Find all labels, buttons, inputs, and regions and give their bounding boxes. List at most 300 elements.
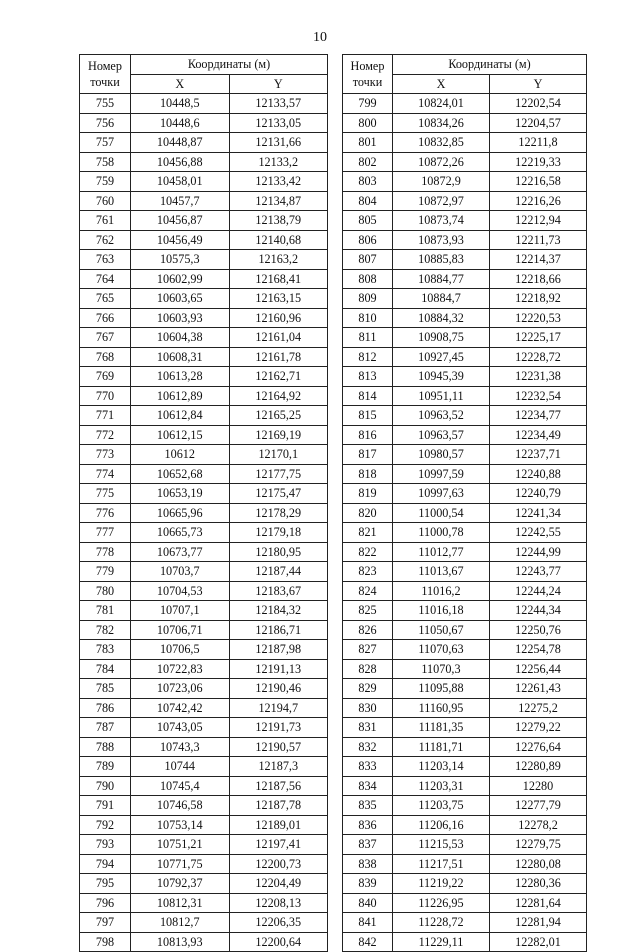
x-coordinate-cell: 11050,67 [393, 620, 490, 640]
x-coordinate-cell: 10653,19 [131, 484, 230, 504]
table-row [343, 679, 587, 699]
x-coordinate-cell: 11215,53 [393, 835, 490, 855]
y-coordinate-cell: 12179,18 [229, 523, 328, 543]
table-row [343, 698, 587, 718]
table-row [80, 230, 328, 250]
point-number-cell: 829 [343, 679, 393, 699]
point-number-cell: 759 [80, 172, 131, 192]
point-number-cell: 822 [343, 542, 393, 562]
table-row [343, 757, 587, 777]
point-number-cell: 811 [343, 328, 393, 348]
header-x: X [393, 74, 490, 94]
y-coordinate-cell: 12160,96 [229, 308, 328, 328]
table-row [80, 874, 328, 894]
point-number-cell: 785 [80, 679, 131, 699]
y-coordinate-cell: 12133,42 [229, 172, 328, 192]
x-coordinate-cell: 10673,77 [131, 542, 230, 562]
y-coordinate-cell: 12275,2 [490, 698, 587, 718]
table-row [343, 815, 587, 835]
point-number-cell: 841 [343, 913, 393, 933]
point-number-cell: 792 [80, 815, 131, 835]
x-coordinate-cell: 10771,75 [131, 854, 230, 874]
x-coordinate-cell: 10872,9 [393, 172, 490, 192]
table-row [80, 425, 328, 445]
header-point-number-line2: точки [90, 75, 120, 89]
table-row [80, 133, 328, 153]
table-row [343, 328, 587, 348]
y-coordinate-cell: 12218,92 [490, 289, 587, 309]
point-number-cell: 782 [80, 620, 131, 640]
x-coordinate-cell: 10743,3 [131, 737, 230, 757]
y-coordinate-cell: 12161,04 [229, 328, 328, 348]
point-number-cell: 756 [80, 113, 131, 133]
table-row [80, 328, 328, 348]
x-coordinate-cell: 10751,21 [131, 835, 230, 855]
point-number-cell: 800 [343, 113, 393, 133]
point-number-cell: 773 [80, 445, 131, 465]
point-number-cell: 813 [343, 367, 393, 387]
y-coordinate-cell: 12240,88 [490, 464, 587, 484]
x-coordinate-cell: 10927,45 [393, 347, 490, 367]
point-number-cell: 808 [343, 269, 393, 289]
table-row [80, 406, 328, 426]
table-row [80, 737, 328, 757]
table-row [80, 835, 328, 855]
y-coordinate-cell: 12140,68 [229, 230, 328, 250]
header-y: Y [229, 74, 328, 94]
x-coordinate-cell: 10458,01 [131, 172, 230, 192]
y-coordinate-cell: 12211,73 [490, 230, 587, 250]
point-number-cell: 806 [343, 230, 393, 250]
y-coordinate-cell: 12200,64 [229, 932, 328, 952]
y-coordinate-cell: 12277,79 [490, 796, 587, 816]
table-row [80, 289, 328, 309]
y-coordinate-cell: 12134,87 [229, 191, 328, 211]
table-row [343, 386, 587, 406]
table-row [343, 152, 587, 172]
y-coordinate-cell: 12131,66 [229, 133, 328, 153]
table-row [80, 718, 328, 738]
x-coordinate-cell: 10997,59 [393, 464, 490, 484]
x-coordinate-cell: 10824,01 [393, 94, 490, 114]
table-row [343, 913, 587, 933]
x-coordinate-cell: 10742,42 [131, 698, 230, 718]
table-row [343, 932, 587, 952]
table-row [343, 230, 587, 250]
point-number-cell: 840 [343, 893, 393, 913]
table-row [343, 94, 587, 114]
table-row [80, 445, 328, 465]
point-number-cell: 767 [80, 328, 131, 348]
point-number-cell: 834 [343, 776, 393, 796]
x-coordinate-cell: 10908,75 [393, 328, 490, 348]
y-coordinate-cell: 12191,73 [229, 718, 328, 738]
point-number-cell: 815 [343, 406, 393, 426]
y-coordinate-cell: 12212,94 [490, 211, 587, 231]
point-number-cell: 842 [343, 932, 393, 952]
x-coordinate-cell: 10602,99 [131, 269, 230, 289]
table-row [343, 523, 587, 543]
y-coordinate-cell: 12244,24 [490, 581, 587, 601]
y-coordinate-cell: 12168,41 [229, 269, 328, 289]
point-number-cell: 804 [343, 191, 393, 211]
table-row [80, 523, 328, 543]
y-coordinate-cell: 12214,37 [490, 250, 587, 270]
x-coordinate-cell: 11181,71 [393, 737, 490, 757]
y-coordinate-cell: 12187,78 [229, 796, 328, 816]
table-row [80, 484, 328, 504]
y-coordinate-cell: 12211,8 [490, 133, 587, 153]
point-number-cell: 825 [343, 601, 393, 621]
point-number-cell: 765 [80, 289, 131, 309]
table-row [80, 113, 328, 133]
x-coordinate-cell: 10604,38 [131, 328, 230, 348]
point-number-cell: 787 [80, 718, 131, 738]
y-coordinate-cell: 12279,22 [490, 718, 587, 738]
x-coordinate-cell: 11016,18 [393, 601, 490, 621]
y-coordinate-cell: 12220,53 [490, 308, 587, 328]
point-number-cell: 802 [343, 152, 393, 172]
table-row [343, 776, 587, 796]
y-coordinate-cell: 12180,95 [229, 542, 328, 562]
x-coordinate-cell: 11217,51 [393, 854, 490, 874]
x-coordinate-cell: 10456,49 [131, 230, 230, 250]
point-number-cell: 780 [80, 581, 131, 601]
point-number-cell: 790 [80, 776, 131, 796]
y-coordinate-cell: 12244,34 [490, 601, 587, 621]
x-coordinate-cell: 10872,26 [393, 152, 490, 172]
table-row [343, 854, 587, 874]
table-row [80, 191, 328, 211]
y-coordinate-cell: 12194,7 [229, 698, 328, 718]
x-coordinate-cell: 10456,88 [131, 152, 230, 172]
x-coordinate-cell: 11016,2 [393, 581, 490, 601]
table-row [80, 679, 328, 699]
y-coordinate-cell: 12170,1 [229, 445, 328, 465]
table-row [80, 94, 328, 114]
x-coordinate-cell: 11219,22 [393, 874, 490, 894]
x-coordinate-cell: 11000,78 [393, 523, 490, 543]
point-number-cell: 771 [80, 406, 131, 426]
table-row [343, 640, 587, 660]
y-coordinate-cell: 12178,29 [229, 503, 328, 523]
y-coordinate-cell: 12254,78 [490, 640, 587, 660]
point-number-cell: 803 [343, 172, 393, 192]
point-number-cell: 832 [343, 737, 393, 757]
point-number-cell: 760 [80, 191, 131, 211]
table-row [80, 932, 328, 952]
point-number-cell: 794 [80, 854, 131, 874]
header-coordinates: Координаты (м) [131, 55, 328, 75]
point-number-cell: 838 [343, 854, 393, 874]
table-row [343, 269, 587, 289]
point-number-cell: 833 [343, 757, 393, 777]
y-coordinate-cell: 12208,13 [229, 893, 328, 913]
table-row [80, 640, 328, 660]
x-coordinate-cell: 10951,11 [393, 386, 490, 406]
page-number: 10 [313, 30, 327, 45]
x-coordinate-cell: 11000,54 [393, 503, 490, 523]
point-number-cell: 769 [80, 367, 131, 387]
x-coordinate-cell: 10792,37 [131, 874, 230, 894]
point-number-cell: 826 [343, 620, 393, 640]
x-coordinate-cell: 10448,87 [131, 133, 230, 153]
x-coordinate-cell: 10872,97 [393, 191, 490, 211]
y-coordinate-cell: 12200,73 [229, 854, 328, 874]
x-coordinate-cell: 11012,77 [393, 542, 490, 562]
y-coordinate-cell: 12138,79 [229, 211, 328, 231]
y-coordinate-cell: 12169,19 [229, 425, 328, 445]
y-coordinate-cell: 12206,35 [229, 913, 328, 933]
y-coordinate-cell: 12164,92 [229, 386, 328, 406]
point-number-cell: 805 [343, 211, 393, 231]
table-row [343, 659, 587, 679]
point-number-cell: 793 [80, 835, 131, 855]
x-coordinate-cell: 10456,87 [131, 211, 230, 231]
x-coordinate-cell: 11095,88 [393, 679, 490, 699]
point-number-cell: 836 [343, 815, 393, 835]
point-number-cell: 772 [80, 425, 131, 445]
x-coordinate-cell: 11206,16 [393, 815, 490, 835]
y-coordinate-cell: 12163,15 [229, 289, 328, 309]
x-coordinate-cell: 11070,3 [393, 659, 490, 679]
y-coordinate-cell: 12250,76 [490, 620, 587, 640]
y-coordinate-cell: 12190,57 [229, 737, 328, 757]
x-coordinate-cell: 10945,39 [393, 367, 490, 387]
y-coordinate-cell: 12216,26 [490, 191, 587, 211]
table-row [343, 250, 587, 270]
x-coordinate-cell: 10963,52 [393, 406, 490, 426]
x-coordinate-cell: 11229,11 [393, 932, 490, 952]
x-coordinate-cell: 10448,6 [131, 113, 230, 133]
table-row [343, 601, 587, 621]
y-coordinate-cell: 12191,13 [229, 659, 328, 679]
point-number-cell: 763 [80, 250, 131, 270]
point-number-cell: 776 [80, 503, 131, 523]
point-number-cell: 839 [343, 874, 393, 894]
y-coordinate-cell: 12163,2 [229, 250, 328, 270]
table-row [80, 386, 328, 406]
point-number-cell: 807 [343, 250, 393, 270]
x-coordinate-cell: 10723,06 [131, 679, 230, 699]
point-number-cell: 823 [343, 562, 393, 582]
x-coordinate-cell: 10884,77 [393, 269, 490, 289]
point-number-cell: 779 [80, 562, 131, 582]
point-number-cell: 801 [343, 133, 393, 153]
y-coordinate-cell: 12234,77 [490, 406, 587, 426]
x-coordinate-cell: 11013,67 [393, 562, 490, 582]
table-row [80, 581, 328, 601]
table-row [343, 542, 587, 562]
table-row [80, 269, 328, 289]
y-coordinate-cell: 12190,46 [229, 679, 328, 699]
y-coordinate-cell: 12280,08 [490, 854, 587, 874]
point-number-cell: 799 [343, 94, 393, 114]
y-coordinate-cell: 12162,71 [229, 367, 328, 387]
x-coordinate-cell: 10832,85 [393, 133, 490, 153]
y-coordinate-cell: 12165,25 [229, 406, 328, 426]
x-coordinate-cell: 11181,35 [393, 718, 490, 738]
table-row [343, 464, 587, 484]
x-coordinate-cell: 10665,73 [131, 523, 230, 543]
x-coordinate-cell: 10603,65 [131, 289, 230, 309]
table-row [343, 347, 587, 367]
point-number-cell: 835 [343, 796, 393, 816]
y-coordinate-cell: 12204,49 [229, 874, 328, 894]
point-number-cell: 789 [80, 757, 131, 777]
table-row [343, 406, 587, 426]
x-coordinate-cell: 10743,05 [131, 718, 230, 738]
table-body-left [80, 94, 328, 952]
y-coordinate-cell: 12187,44 [229, 562, 328, 582]
y-coordinate-cell: 12204,57 [490, 113, 587, 133]
point-number-cell: 786 [80, 698, 131, 718]
table-row [343, 718, 587, 738]
point-number-cell: 830 [343, 698, 393, 718]
x-coordinate-cell: 10746,58 [131, 796, 230, 816]
x-coordinate-cell: 10707,1 [131, 601, 230, 621]
point-number-cell: 831 [343, 718, 393, 738]
header-point-number-line2: точки [352, 75, 383, 89]
x-coordinate-cell: 10753,14 [131, 815, 230, 835]
point-number-cell: 755 [80, 94, 131, 114]
x-coordinate-cell: 10744 [131, 757, 230, 777]
table-row [343, 893, 587, 913]
y-coordinate-cell: 12243,77 [490, 562, 587, 582]
table-row [343, 425, 587, 445]
point-number-cell: 778 [80, 542, 131, 562]
table-row [343, 172, 587, 192]
table-row [343, 503, 587, 523]
y-coordinate-cell: 12175,47 [229, 484, 328, 504]
table-row [343, 835, 587, 855]
point-number-cell: 817 [343, 445, 393, 465]
x-coordinate-cell: 10813,93 [131, 932, 230, 952]
table-row [80, 367, 328, 387]
y-coordinate-cell: 12202,54 [490, 94, 587, 114]
y-coordinate-cell: 12281,64 [490, 893, 587, 913]
y-coordinate-cell: 12186,71 [229, 620, 328, 640]
point-number-cell: 777 [80, 523, 131, 543]
y-coordinate-cell: 12281,94 [490, 913, 587, 933]
table-row [343, 562, 587, 582]
table-row [343, 211, 587, 231]
y-coordinate-cell: 12280,89 [490, 757, 587, 777]
x-coordinate-cell: 10812,31 [131, 893, 230, 913]
y-coordinate-cell: 12225,17 [490, 328, 587, 348]
table-row [343, 289, 587, 309]
point-number-cell: 820 [343, 503, 393, 523]
coordinates-table-right [342, 54, 587, 952]
table-row [80, 659, 328, 679]
x-coordinate-cell: 10457,7 [131, 191, 230, 211]
table-row [80, 503, 328, 523]
x-coordinate-cell: 10884,32 [393, 308, 490, 328]
x-coordinate-cell: 11160,95 [393, 698, 490, 718]
x-coordinate-cell: 10612,84 [131, 406, 230, 426]
header-point-number [80, 55, 131, 94]
table-row [343, 874, 587, 894]
y-coordinate-cell: 12232,54 [490, 386, 587, 406]
x-coordinate-cell: 10812,7 [131, 913, 230, 933]
x-coordinate-cell: 10612,15 [131, 425, 230, 445]
point-number-cell: 758 [80, 152, 131, 172]
y-coordinate-cell: 12280 [490, 776, 587, 796]
table-row [80, 211, 328, 231]
x-coordinate-cell: 10873,74 [393, 211, 490, 231]
x-coordinate-cell: 10613,28 [131, 367, 230, 387]
table-row [80, 854, 328, 874]
y-coordinate-cell: 12228,72 [490, 347, 587, 367]
x-coordinate-cell: 10722,83 [131, 659, 230, 679]
table-row [80, 601, 328, 621]
point-number-cell: 821 [343, 523, 393, 543]
header-coordinates: Координаты (м) [393, 55, 587, 75]
y-coordinate-cell: 12187,3 [229, 757, 328, 777]
point-number-cell: 795 [80, 874, 131, 894]
y-coordinate-cell: 12237,71 [490, 445, 587, 465]
point-number-cell: 775 [80, 484, 131, 504]
y-coordinate-cell: 12261,43 [490, 679, 587, 699]
y-coordinate-cell: 12133,2 [229, 152, 328, 172]
point-number-cell: 784 [80, 659, 131, 679]
table-body-right [343, 94, 587, 952]
x-coordinate-cell: 11203,75 [393, 796, 490, 816]
table-row [80, 308, 328, 328]
table-row [80, 757, 328, 777]
x-coordinate-cell: 10885,83 [393, 250, 490, 270]
point-number-cell: 818 [343, 464, 393, 484]
table-row [80, 172, 328, 192]
table-row [343, 113, 587, 133]
point-number-cell: 791 [80, 796, 131, 816]
table-row [343, 581, 587, 601]
y-coordinate-cell: 12256,44 [490, 659, 587, 679]
header-point-number-line1: Номер [88, 59, 122, 73]
table-row [80, 796, 328, 816]
x-coordinate-cell: 10703,7 [131, 562, 230, 582]
header-point-number [343, 55, 393, 94]
x-coordinate-cell: 10873,93 [393, 230, 490, 250]
table-row [80, 562, 328, 582]
y-coordinate-cell: 12189,01 [229, 815, 328, 835]
point-number-cell: 798 [80, 932, 131, 952]
x-coordinate-cell: 10706,5 [131, 640, 230, 660]
point-number-cell: 762 [80, 230, 131, 250]
y-coordinate-cell: 12231,38 [490, 367, 587, 387]
point-number-cell: 810 [343, 308, 393, 328]
table-row [343, 133, 587, 153]
x-coordinate-cell: 10448,5 [131, 94, 230, 114]
y-coordinate-cell: 12276,64 [490, 737, 587, 757]
header-x: X [131, 74, 230, 94]
point-number-cell: 768 [80, 347, 131, 367]
table-row [80, 776, 328, 796]
point-number-cell: 761 [80, 211, 131, 231]
table-row [80, 913, 328, 933]
point-number-cell: 837 [343, 835, 393, 855]
y-coordinate-cell: 12280,36 [490, 874, 587, 894]
point-number-cell: 819 [343, 484, 393, 504]
x-coordinate-cell: 10963,57 [393, 425, 490, 445]
x-coordinate-cell: 11070,63 [393, 640, 490, 660]
table-row [80, 698, 328, 718]
table-row [80, 250, 328, 270]
y-coordinate-cell: 12133,57 [229, 94, 328, 114]
x-coordinate-cell: 10612 [131, 445, 230, 465]
x-coordinate-cell: 10704,53 [131, 581, 230, 601]
x-coordinate-cell: 10608,31 [131, 347, 230, 367]
